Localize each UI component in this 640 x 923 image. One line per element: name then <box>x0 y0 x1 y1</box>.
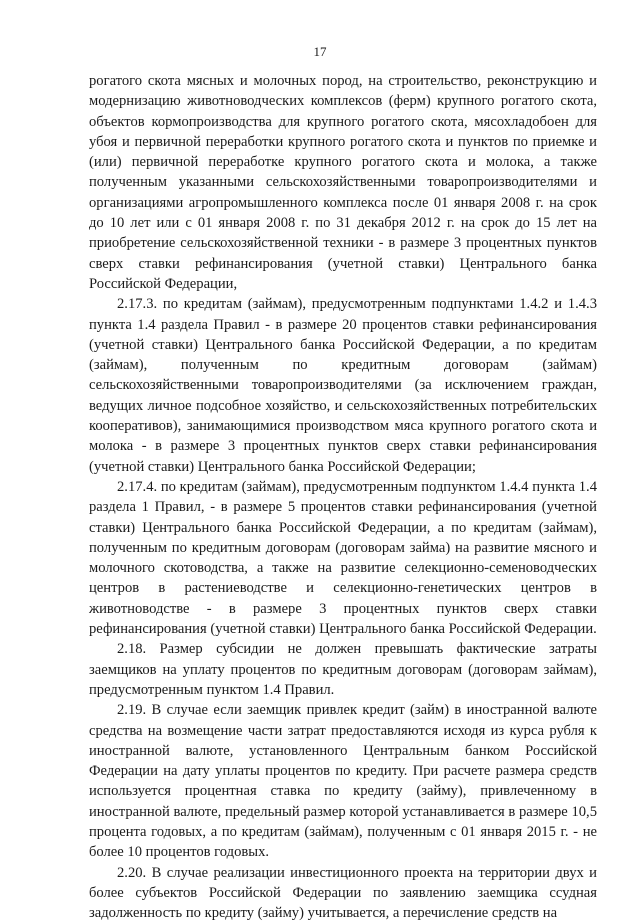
document-body <box>89 71 597 923</box>
paragraph-2-17-3: 2.17.3. по кредитам (займам), предусмотренным подпунктами 1.4.2 и 1.4.3 пункта 1.4 раздела Правил - в размере 20 процентов ставки рефинансирования (учетной ставки) Центрального банка Российской Федерации, а по кредитам (займам), полученным по кредитным договорам (займам) сельскохозяйственными товаропроизводителями (за исключением граждан, ведущих личное подсобное хозяйство, и сельскохозяйственных потребительских кооперативов), занимающимися производством мяса крупного рогатого скота и молока - в размере 3 процентных пунктов сверх ставки рефинансирования (учетной ставки) Центрального банка Российской Федерации; <box>89 296 597 475</box>
paragraph-2-19: 2.19. В случае если заемщик привлек кредит (займ) в иностранной валюте средства на возмещение части затрат предоставляются исходя из курса рубля к иностранной валюте, установленного Центральным банком Российской Федерации на дату уплаты процентов по кредиту. При расчете размера средств используется процентная ставка по кредиту (займу), привлеченному в иностранной валюте, предельный размер которой устанавливается в размере 10,5 процента годовых, а по кредитам (займам), полученным с 01 января 2015 г. - не более 10 процентов годовых. <box>89 702 597 861</box>
page-number: 17 <box>313 44 327 59</box>
paragraph-2-20: 2.20. В случае реализации инвестиционного проекта на территории двух и более субъектов Российской Федерации по заявлению заемщика ссудная задолженность по кредиту (займу) учитывается, а перечисление средств на <box>89 864 597 922</box>
paragraph-2-18: 2.18. Размер субсидии не должен превышать фактические затраты заемщиков на уплату процентов по кредитным договорам (договорам займам), предусмотренным пунктом 1.4 Правил. <box>89 641 597 698</box>
paragraph-continuation: рогатого скота мясных и молочных пород, на строительство, реконструкцию и модернизацию животноводческих комплексов (ферм) крупного рогатого скота, объектов кормопроизводства для крупного рогатого скота, мясохладобоен для убоя и первичной переработки крупного рогатого скота и пунктов по приемке и (или) первичной переработке крупного рогатого скота и молока, а также полученным указанными сельскохозяйственными товаропроизводителями и организациями агропромышленного комплекса после 01 января 2008 г. на срок до 10 лет или с 01 января 2008 г. по 31 декабря 2012 г. на срок до 15 лет на приобретение сельскохозяйственной техники - в размере 3 процентных пунктов сверх ставки рефинансирования (учетной ставки) Центрального банка Российской Федерации, <box>89 73 597 292</box>
paragraph-2-17-4: 2.17.4. по кредитам (займам), предусмотренным подпунктом 1.4.4 пункта 1.4 раздела 1 Правил, - в размере 5 процентов ставки рефинансирования (учетной ставки) Центрального банка Российской Федерации, а по кредитам (займам), полученным по кредитным договорам (договорам займа) на развитие мясного и молочного скотоводства, а также на развитие селекционно-семеноводческих центров в растениеводстве и селекционно-генетических центров в животноводстве - в размере 3 процентных пунктов сверх ставки рефинансирования (учетной ставки) Центрального банка Российской Федерации. <box>89 478 597 638</box>
